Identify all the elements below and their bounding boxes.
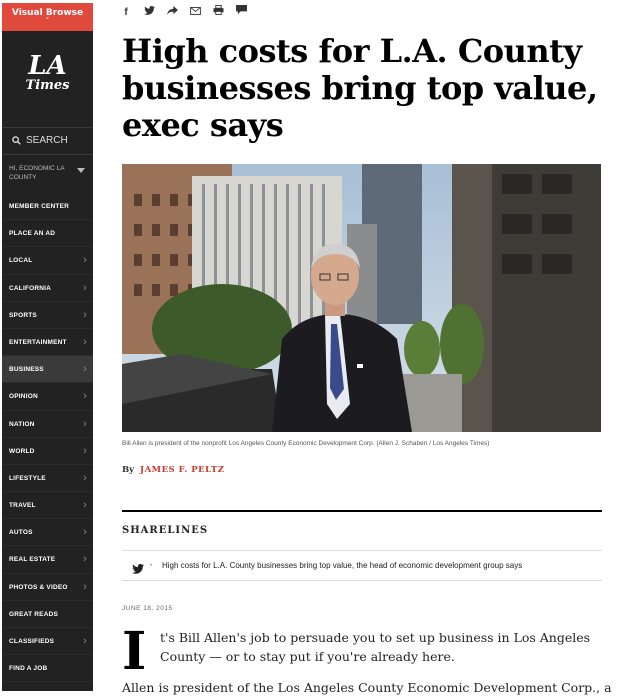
sidebar-item-label: LOCAL (9, 257, 33, 265)
sidebar-item-local[interactable] (2, 247, 93, 274)
photo-caption: Bill Allen is president of the nonprofit Los Angeles County Economic Development Corp. (Allen J. Schaben / Los Angeles Times) (122, 440, 490, 447)
print-icon[interactable] (212, 5, 224, 15)
sidebar-nav (2, 193, 93, 682)
la-times-logo[interactable] (2, 53, 93, 93)
chevron-right-icon: › (83, 499, 87, 512)
sidebar (2, 3, 93, 691)
sidebar-item-photos-video[interactable] (2, 574, 93, 601)
sidebar-item-great-reads[interactable] (2, 601, 93, 628)
sidebar-item-label: NATION (9, 420, 35, 428)
chevron-right-icon: › (83, 363, 87, 376)
sidebar-item-classifieds[interactable] (2, 628, 93, 655)
sidebar-item-label: REAL ESTATE (9, 556, 56, 564)
section-label: HI, ECONOMIC LA COUNTY (9, 165, 65, 181)
sidebar-item-label: MEMBER CENTER (9, 203, 70, 210)
bullet-icon: • (150, 563, 153, 569)
chevron-right-icon: › (83, 635, 87, 647)
sidebar-item-label: WORLD (9, 447, 35, 455)
sidebar-item-nation[interactable] (2, 411, 93, 438)
sidebar-item-real-estate[interactable] (2, 546, 93, 573)
chevron-right-icon: › (83, 390, 87, 403)
sidebar-item-travel[interactable] (2, 492, 93, 519)
chevron-right-icon: › (83, 553, 87, 566)
logo-line-2: Times (25, 78, 70, 93)
twitter-icon[interactable] (132, 561, 144, 579)
sidebar-item-label: GREAT READS (9, 610, 59, 618)
twitter-icon[interactable] (143, 6, 155, 16)
chevron-right-icon: › (83, 281, 87, 294)
photo-illustration (122, 164, 601, 432)
chevron-right-icon: › (83, 471, 87, 484)
chevron-down-icon: ˅ (45, 17, 50, 25)
byline-by: By (122, 465, 135, 475)
sidebar-item-label: PLACE AN AD (9, 230, 56, 238)
article-headline: High costs for L.A. County businesses bring top value, exec says (122, 32, 598, 144)
sidebar-item-label: BUSINESS (9, 366, 44, 374)
sharelines-divider (122, 510, 602, 512)
chevron-right-icon: › (83, 254, 87, 267)
share-arrow-icon[interactable] (166, 6, 178, 16)
facebook-icon[interactable]: f (124, 7, 128, 18)
shareline-item[interactable] (122, 550, 602, 581)
email-icon[interactable] (189, 7, 201, 17)
article-paragraph-2: Allen is president of the Los Angeles County Economic Development Corp., a (122, 680, 612, 695)
byline (122, 465, 224, 475)
article-photo[interactable] (122, 164, 601, 432)
sidebar-item-lifestyle[interactable] (2, 465, 93, 492)
sidebar-item-label: PHOTOS & VIDEO (9, 583, 68, 591)
sidebar-item-label: TRAVEL (9, 502, 36, 510)
dropdown-arrow-icon (77, 168, 85, 173)
comment-icon[interactable] (235, 5, 247, 15)
chevron-right-icon: › (83, 308, 87, 321)
sidebar-item-place-an-ad[interactable] (2, 220, 93, 247)
share-toolbar (120, 2, 258, 18)
visual-browse-label: Visual Browse (11, 8, 84, 18)
search-icon (12, 136, 21, 145)
chevron-right-icon: › (83, 417, 87, 430)
chevron-right-icon: › (83, 526, 87, 539)
article-paragraph-1: t's Bill Allen's job to persuade you to set up business in Los Angeles County — or to stay put if you're already here. (160, 630, 591, 664)
sharelines-heading: SHARELINES (122, 525, 209, 536)
sidebar-item-business[interactable] (2, 356, 93, 383)
sidebar-item-label: LIFESTYLE (9, 474, 46, 482)
search-label: SEARCH (26, 135, 68, 146)
sidebar-item-label: AUTOS (9, 529, 33, 537)
logo-line-1: LA (28, 51, 67, 81)
section-dropdown[interactable] (2, 155, 93, 191)
sidebar-item-label: ENTERTAINMENT (9, 338, 67, 346)
sidebar-item-label: OPINION (9, 393, 38, 401)
sidebar-item-find-a-job[interactable] (2, 655, 93, 682)
sidebar-item-label: SPORTS (9, 311, 37, 319)
chevron-right-icon: › (83, 444, 87, 457)
visual-browse-button[interactable] (2, 3, 93, 31)
article-date: JUNE 18, 2015 (122, 605, 173, 612)
search-button[interactable] (2, 127, 93, 155)
drop-cap: I (122, 621, 147, 682)
shareline-text: High costs for L.A. County businesses bring top value, the head of economic development group says (162, 561, 523, 570)
author-link[interactable]: JAMES F. PELTZ (140, 465, 225, 475)
sidebar-item-entertainment[interactable] (2, 329, 93, 356)
chevron-right-icon: › (83, 580, 87, 593)
sidebar-item-sports[interactable] (2, 302, 93, 329)
sidebar-item-label: CALIFORNIA (9, 284, 52, 292)
sidebar-item-autos[interactable] (2, 519, 93, 546)
sidebar-item-label: CLASSIFIEDS (9, 638, 55, 645)
sidebar-item-world[interactable] (2, 438, 93, 465)
sidebar-item-opinion[interactable] (2, 383, 93, 410)
sidebar-item-california[interactable] (2, 275, 93, 302)
chevron-right-icon: › (83, 335, 87, 348)
sidebar-item-member-center[interactable] (2, 193, 93, 220)
sidebar-item-label: FIND A JOB (9, 665, 48, 673)
